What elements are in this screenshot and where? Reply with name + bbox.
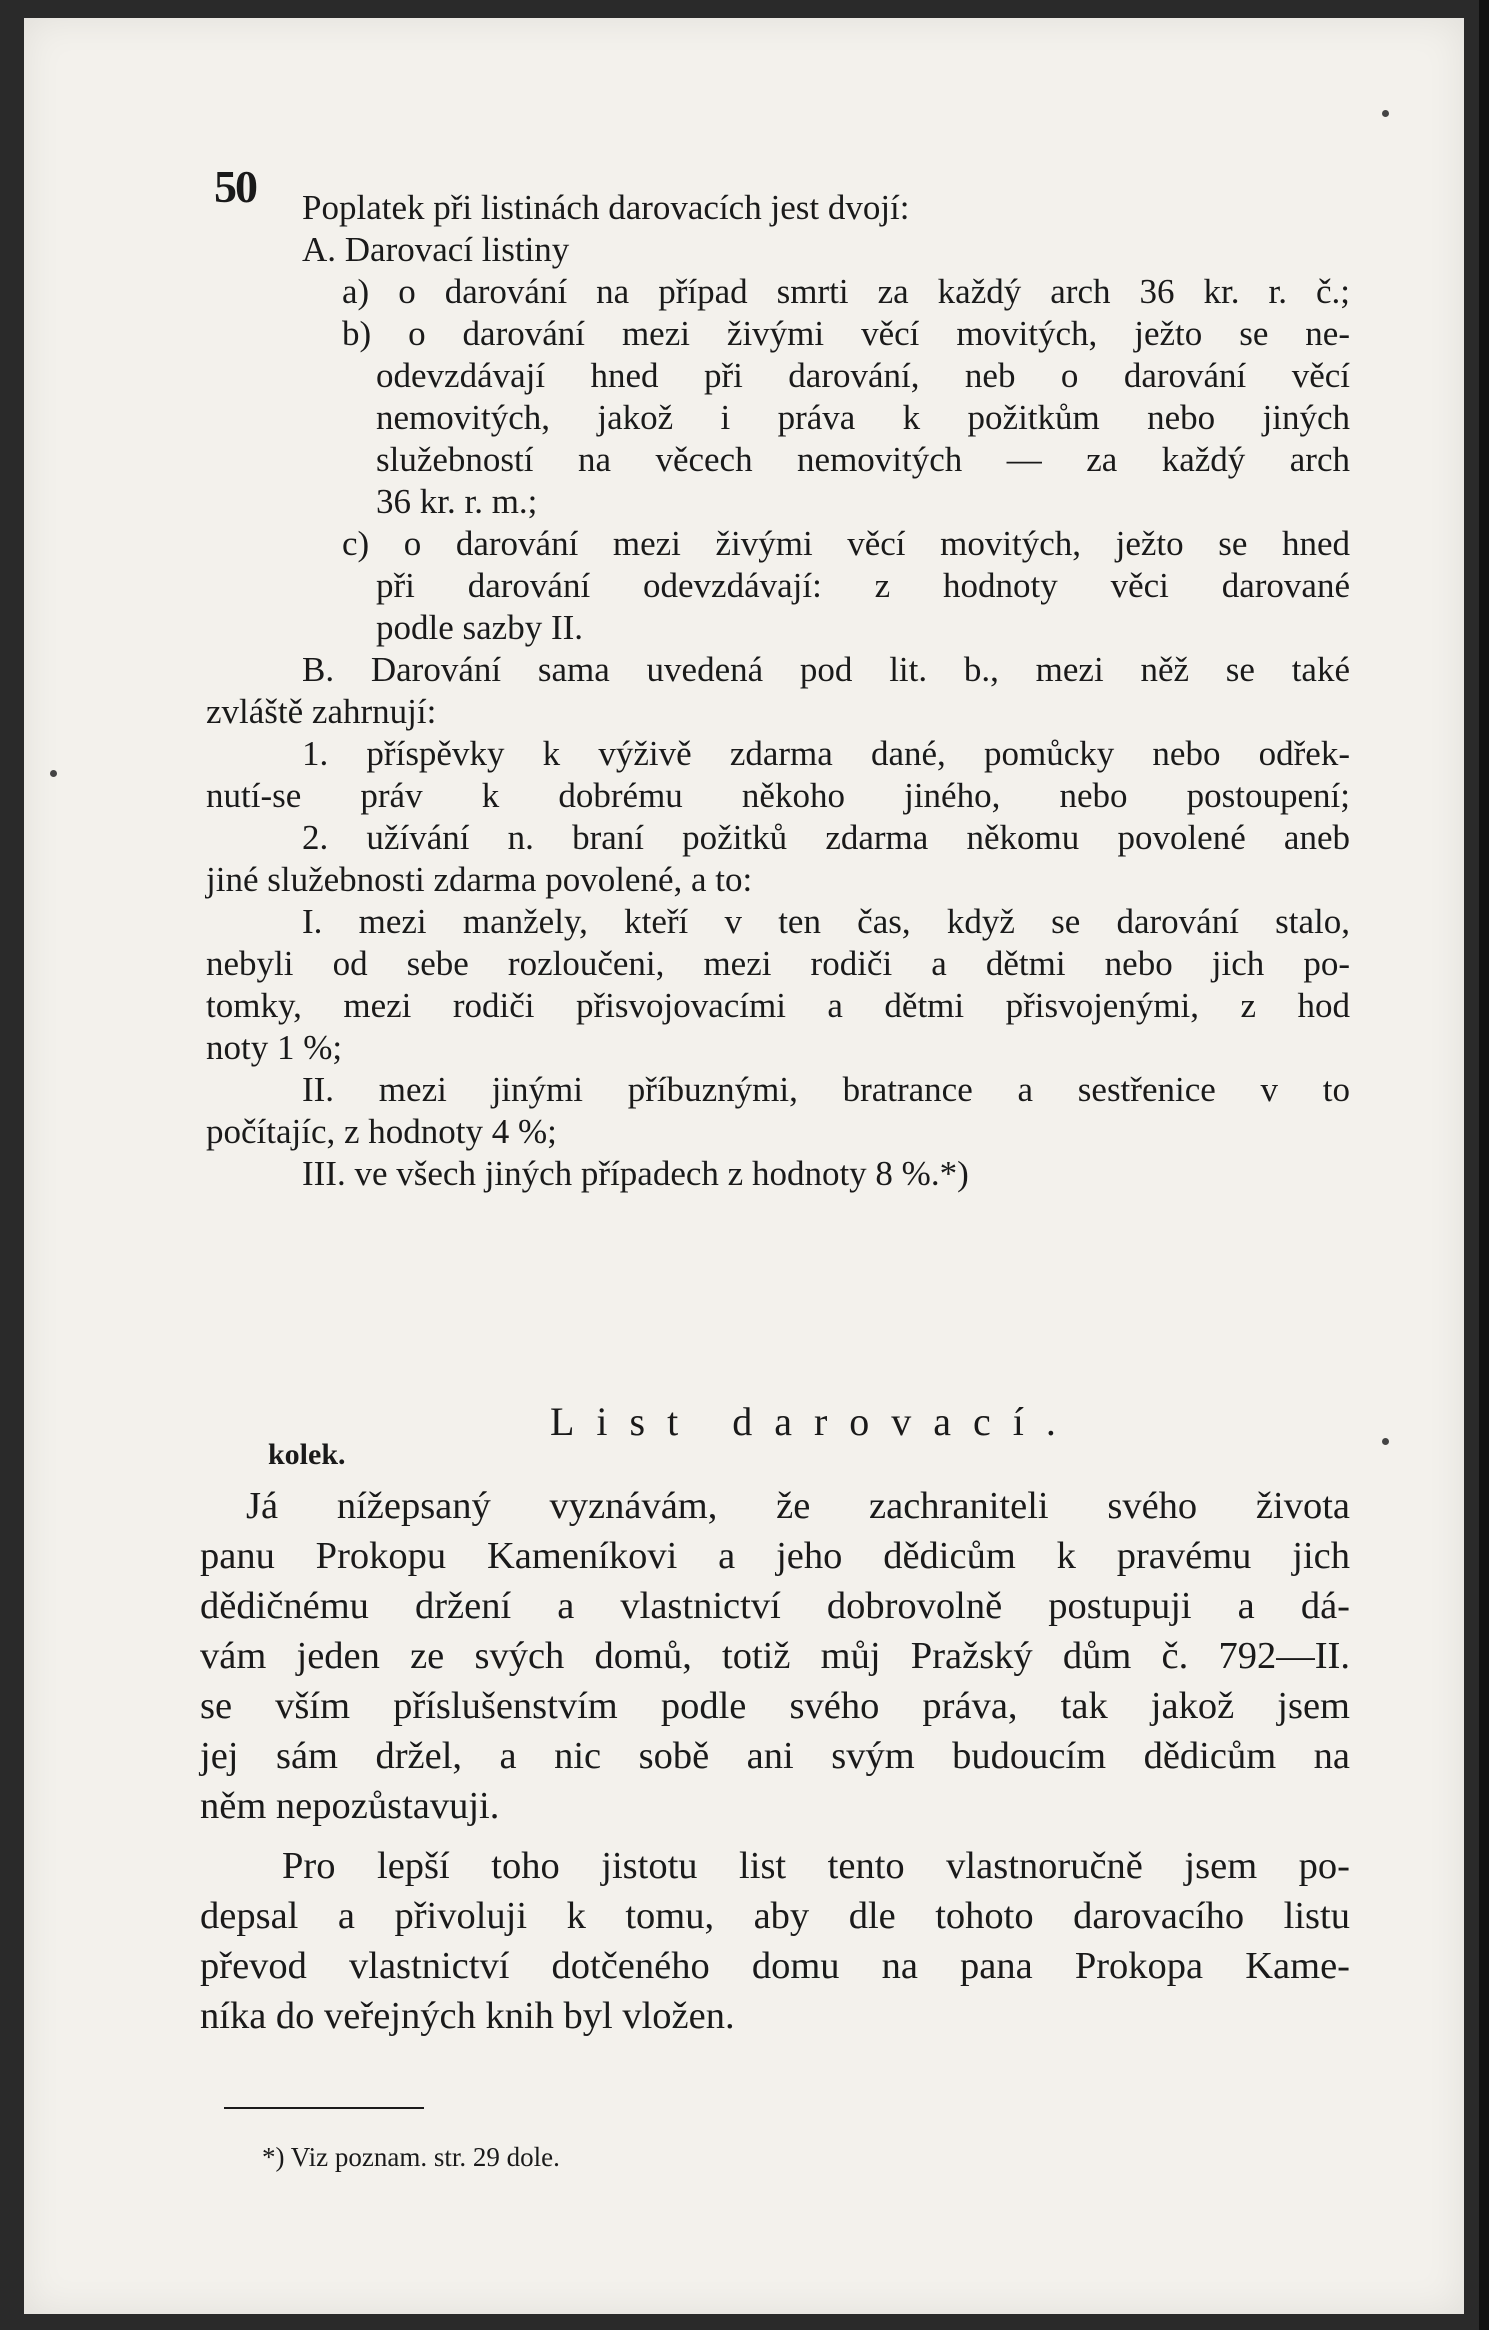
rate-i-line-4: noty 1 %; — [206, 1028, 343, 1067]
deed-line-2: panu Prokopu Kameníkovi a jeho dědicům k pravému jich — [200, 1535, 1350, 1577]
scan-speck — [1382, 110, 1389, 117]
rate-i-line-3: tomky, mezi rodiči přisvojovacími a dětmi přisvojenými, z hod — [206, 986, 1350, 1025]
item-b-line-5: 36 kr. r. m.; — [376, 482, 538, 521]
item-b-line-4: služebností na věcech nemovitých — za každý arch — [376, 440, 1350, 479]
item-c-line-2: při darování odevzdávají: z hodnoty věci darované — [376, 566, 1350, 605]
deed-line-8: Pro lepší toho jistotu list tento vlastnoručně jsem po- — [282, 1845, 1350, 1887]
deed-line-4: vám jeden ze svých domů, totiž můj Pražský dům č. 792—II. — [200, 1635, 1350, 1677]
scanned-page — [24, 18, 1464, 2314]
rate-i-line-1: I. mezi manžely, kteří v ten čas, když se darování stalo, — [302, 902, 1350, 941]
point-2-line-2: jiné služebnosti zdarma povolené, a to: — [206, 860, 753, 899]
item-c-line-1: c) o darování mezi živými věcí movitých, ježto se hned — [342, 524, 1350, 563]
deed-line-6: jej sám držel, a nic sobě ani svým budoucím dědicům na — [200, 1735, 1350, 1777]
item-c-line-3: podle sazby II. — [376, 608, 584, 647]
page-number: 50 — [214, 161, 256, 212]
point-1-line-2: nutí-se práv k dobrému někoho jiného, nebo postoupení; — [206, 776, 1350, 815]
rate-i-line-2: nebyli od sebe rozloučeni, mezi rodiči a dětmi nebo jich po- — [206, 944, 1350, 983]
rate-ii-line-1: II. mezi jinými příbuznými, bratrance a sestřenice v to — [302, 1070, 1350, 1109]
rate-iii-line: III. ve všech jiných případech z hodnoty 8 %.*) — [302, 1154, 969, 1193]
section-b-line-1: B. Darování sama uvedená pod lit. b., mezi něž se také — [302, 650, 1350, 689]
stamp-label: kolek. — [268, 1438, 346, 1471]
intro-line: Poplatek při listinách darovacích jest dvojí: — [302, 188, 910, 227]
scan-speck — [50, 770, 57, 777]
footnote-rule — [224, 2107, 424, 2109]
item-b-line-3: nemovitých, jakož i práva k požitkům nebo jiných — [376, 398, 1350, 437]
deed-title: List darovací. — [550, 1399, 1078, 1444]
point-1-line-1: 1. příspěvky k výživě zdarma dané, pomůcky nebo odřek- — [302, 734, 1350, 773]
item-b-line-2: odevzdávají hned při darování, neb o darování věcí — [376, 356, 1350, 395]
deed-line-11: níka do veřejných knih byl vložen. — [200, 1995, 735, 2037]
rate-ii-line-2: počítajíc, z hodnoty 4 %; — [206, 1112, 557, 1151]
deed-line-10: převod vlastnictví dotčeného domu na pana Prokopa Kame- — [200, 1945, 1350, 1987]
section-a-heading: A. Darovací listiny — [302, 230, 570, 269]
item-b-line-1: b) o darování mezi živými věcí movitých, ježto se ne- — [342, 314, 1350, 353]
deed-line-9: depsal a přivoluji k tomu, aby dle tohoto darovacího listu — [200, 1895, 1350, 1937]
item-a: a) o darování na případ smrti za každý arch 36 kr. r. č.; — [342, 272, 1350, 311]
footnote: *) Viz poznam. str. 29 dole. — [262, 2142, 560, 2172]
point-2-line-1: 2. užívání n. braní požitků zdarma někomu povolené aneb — [302, 818, 1350, 857]
deed-line-5: se vším příslušenstvím podle svého práva, tak jakož jsem — [200, 1685, 1350, 1727]
section-b-line-2: zvláště zahrnují: — [206, 692, 437, 731]
scan-edge — [1479, 0, 1489, 2330]
deed-line-7: něm nepozůstavuji. — [200, 1785, 500, 1827]
scan-speck — [1382, 1438, 1389, 1445]
deed-line-1: Já nížepsaný vyznávám, že zachraniteli svého života — [246, 1485, 1350, 1527]
deed-line-3: dědičnému držení a vlastnictví dobrovolně postupuji a dá- — [200, 1585, 1350, 1627]
